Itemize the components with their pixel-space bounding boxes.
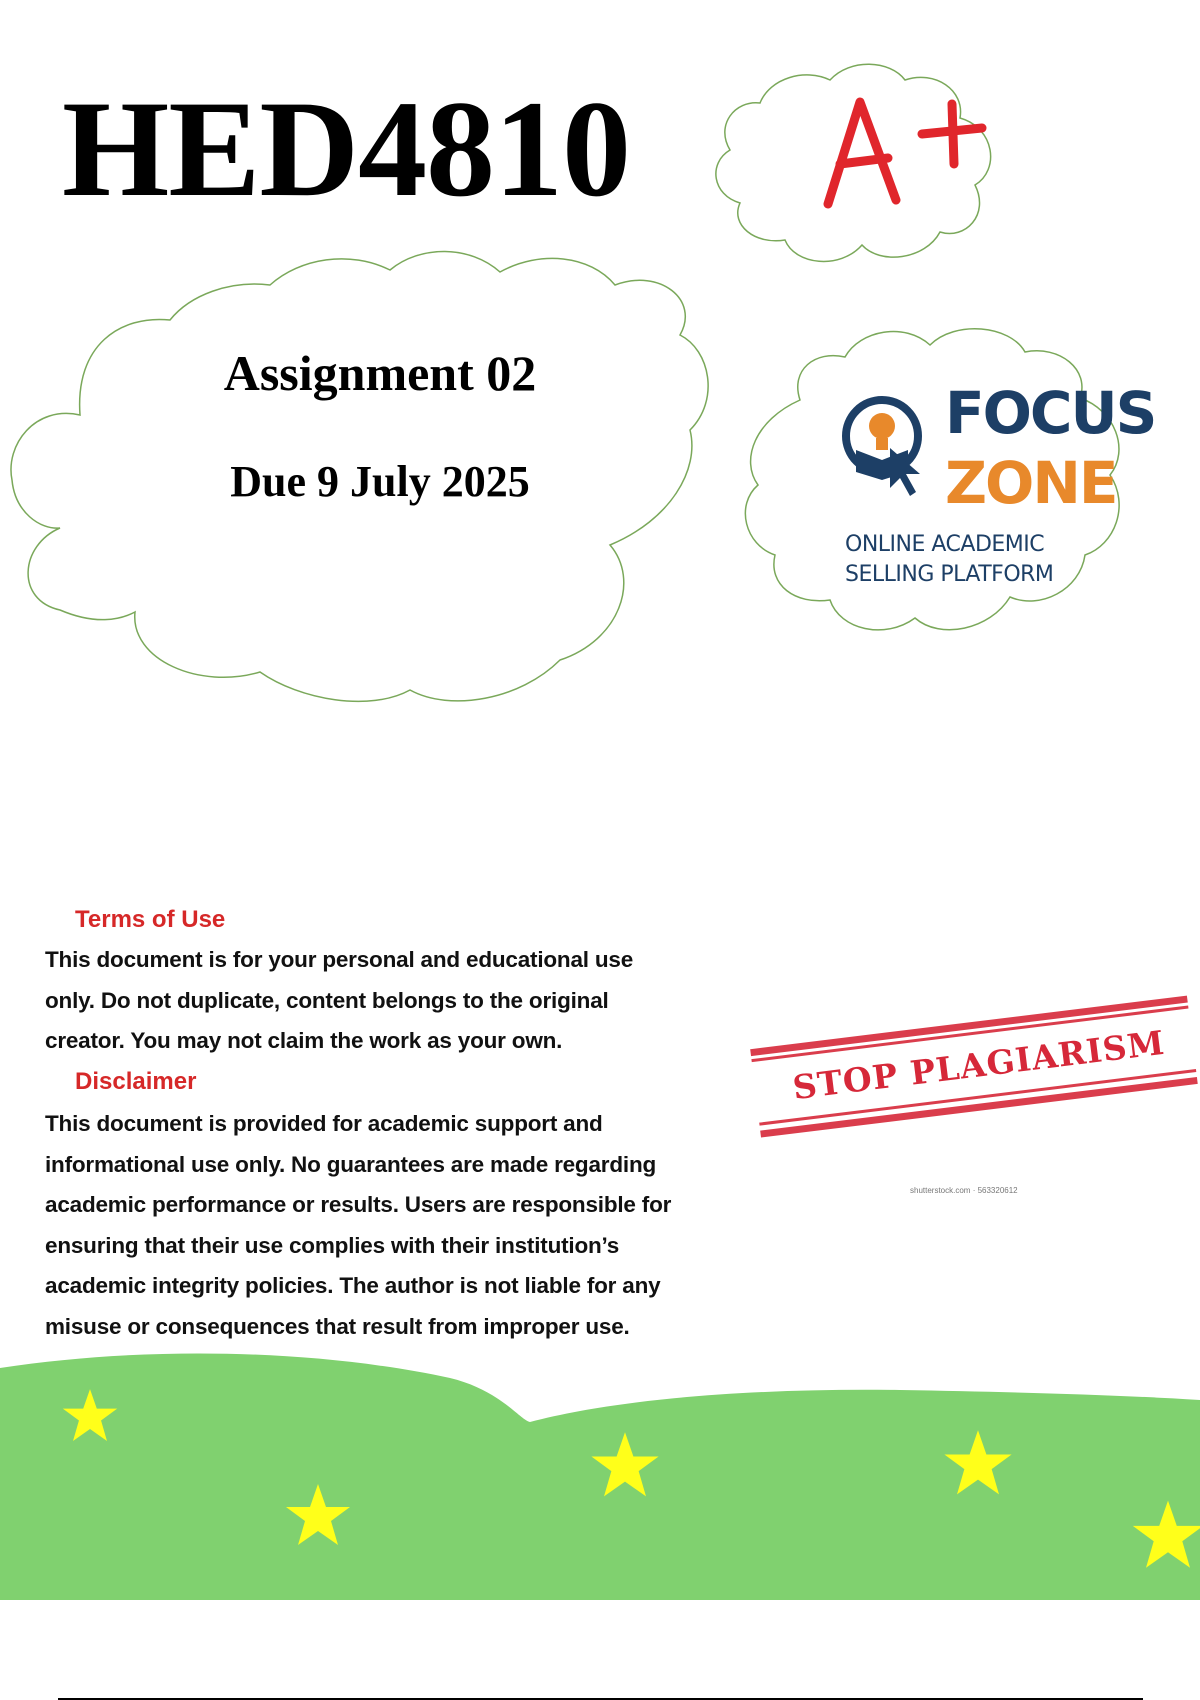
brand-tagline bbox=[845, 530, 1053, 590]
focus-zone-logo-icon bbox=[842, 388, 932, 518]
terms-line: only. Do not duplicate, content belongs to the original bbox=[45, 987, 609, 1013]
disclaimer-line: informational use only. No guarantees are made regarding bbox=[45, 1151, 657, 1177]
brand-name-focus: FOCUS bbox=[945, 379, 1156, 447]
assignment-title: Assignment 02 bbox=[223, 345, 537, 401]
terms-body bbox=[45, 940, 633, 1062]
terms-line: This document is for your personal and educational use bbox=[45, 947, 634, 972]
disclaimer-line: misuse or consequences that result from improper use. bbox=[45, 1313, 630, 1339]
terms-heading: Terms of Use bbox=[75, 906, 226, 933]
brand-tagline-line: ONLINE ACADEMIC bbox=[845, 532, 1045, 557]
star-icon bbox=[944, 1430, 1011, 1494]
disclaimer-line: This document is provided for academic support and bbox=[45, 1111, 603, 1136]
due-date: Due 9 July 2025 bbox=[230, 457, 530, 506]
image-credit: shutterstock.com · 563320612 bbox=[910, 1186, 1018, 1195]
disclaimer-line: ensuring that their use complies with their institution’s bbox=[45, 1232, 620, 1258]
star-icon bbox=[591, 1432, 658, 1496]
brand-tagline-line: SELLING PLATFORM bbox=[845, 562, 1054, 587]
disclaimer-line: academic integrity policies. The author is not liable for any bbox=[45, 1273, 661, 1298]
star-icon bbox=[286, 1484, 350, 1545]
disclaimer-line: academic performance or results. Users are responsible for bbox=[45, 1192, 672, 1217]
star-icon bbox=[1133, 1501, 1200, 1568]
grade-a-plus-icon bbox=[800, 92, 1020, 212]
stamp-text: STOP PLAGIARISM bbox=[790, 1022, 1168, 1108]
disclaimer-body bbox=[45, 1104, 671, 1347]
terms-line: creator. You may not claim the work as your own. bbox=[45, 1028, 563, 1053]
disclaimer-heading: Disclaimer bbox=[75, 1068, 197, 1095]
star-icon bbox=[63, 1389, 117, 1441]
brand-name-zone: ZONE bbox=[945, 449, 1117, 517]
course-code: HED4810 bbox=[62, 72, 631, 225]
